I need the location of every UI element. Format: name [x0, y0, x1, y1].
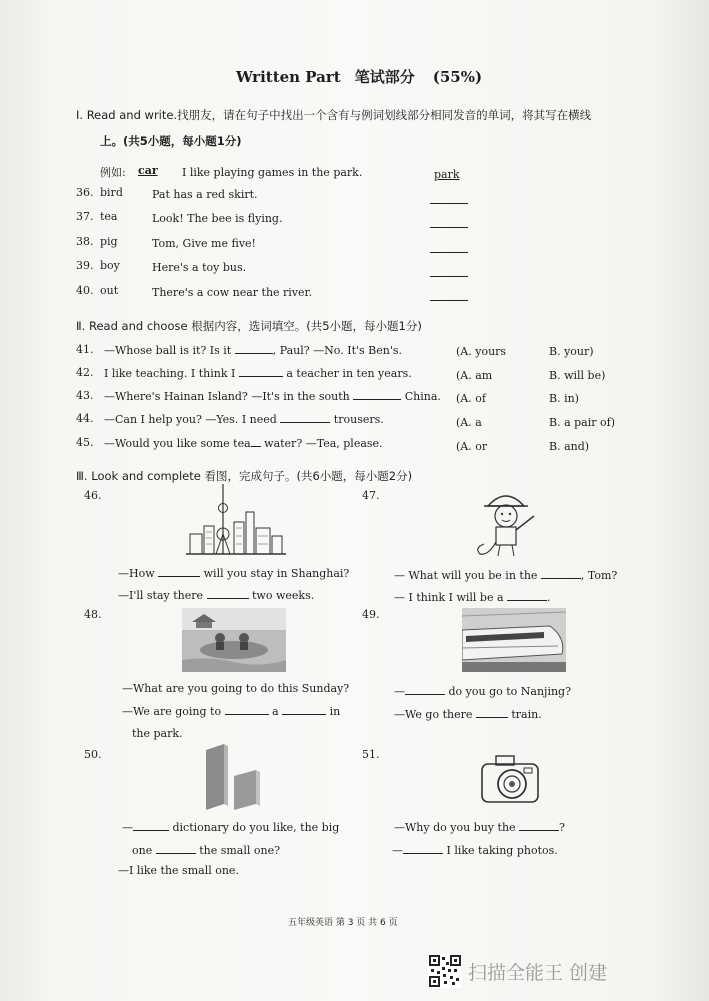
q40-answer-blank[interactable] [430, 300, 468, 301]
camera-picture [478, 750, 542, 806]
q47-line2: — I think I will be a . [394, 591, 551, 604]
q44-text: —Can I help you? —Yes. I need trousers. [104, 413, 384, 426]
example-sentence: I like playing games in the park. [182, 166, 363, 179]
qr-code-icon [428, 954, 462, 988]
q36-sentence: Pat has a red skirt. [152, 188, 258, 201]
q40-number: 40. [76, 284, 94, 297]
q41-option-b: B. your) [549, 345, 594, 358]
section-1-heading: Ⅰ. Read and write.找朋友，请在句子中找出一个含有与例词划线部分相同发音的单词，将其写在横线 [76, 108, 592, 122]
q40-sentence: There's a cow near the river. [152, 286, 313, 299]
q44-option-a: (A. a [456, 416, 482, 429]
scanner-watermark: 扫描全能王 创建 [468, 962, 608, 984]
q48-line3: the park. [132, 727, 183, 740]
q36-word: bird [100, 186, 123, 199]
q44-option-b: B. a pair of) [549, 416, 615, 429]
page-title: Written Part 笔试部分 (55%) [236, 68, 483, 86]
q42-option-a: (A. am [456, 369, 493, 382]
firefighter-cartoon-picture [470, 486, 542, 558]
q51-line2: — I like taking photos. [392, 844, 558, 857]
q37-number: 37. [76, 210, 94, 223]
q38-number: 38. [76, 235, 94, 248]
section-3-heading: Ⅲ. Look and complete 看图，完成句子。(共6小题，每小题2分) [76, 469, 413, 483]
boating-in-park-picture [182, 608, 286, 672]
q38-answer-blank[interactable] [430, 252, 468, 253]
q39-number: 39. [76, 259, 94, 272]
q40-word: out [100, 284, 119, 297]
q41-number: 41. [76, 343, 94, 356]
q48-number: 48. [84, 608, 102, 621]
q41-option-a: (A. yours [456, 345, 507, 358]
q46-line2: —I'll stay there two weeks. [118, 589, 315, 602]
q42-number: 42. [76, 366, 94, 379]
q49-line1: — do you go to Nanjing? [394, 685, 571, 698]
q51-number: 51. [362, 748, 380, 761]
q44-number: 44. [76, 412, 94, 425]
q39-sentence: Here's a toy bus. [152, 261, 247, 274]
q51-line1: —Why do you buy the ? [394, 821, 565, 834]
q43-text: —Where's Hainan Island? —It's in the south China. [104, 390, 441, 403]
q46-number: 46. [84, 489, 102, 502]
section-2-heading: Ⅱ. Read and choose 根据内容，选词填空。(共5小题，每小题1分) [76, 319, 422, 333]
q41-text: —Whose ball is it? Is it , Paul? —No. It's Ben's. [104, 344, 402, 357]
q37-sentence: Look! The bee is flying. [152, 212, 283, 225]
q39-answer-blank[interactable] [430, 276, 468, 277]
q45-option-b: B. and) [549, 440, 590, 453]
q47-line1: — What will you be in the , Tom? [394, 569, 618, 582]
shanghai-skyline-picture [186, 482, 286, 560]
q39-word: boy [100, 259, 120, 272]
q45-text: —Would you like some tea water? —Tea, please. [104, 437, 383, 450]
q46-line1: —How will you stay in Shanghai? [118, 567, 350, 580]
example-label: 例如: [100, 166, 126, 179]
q42-text: I like teaching. I think I a teacher in ten years. [104, 367, 412, 380]
dictionary-books-picture [198, 742, 268, 814]
q50-line2: one the small one? [132, 844, 281, 857]
q50-line3: —I like the small one. [118, 864, 239, 877]
q43-number: 43. [76, 389, 94, 402]
q43-option-b: B. in) [549, 392, 579, 405]
section-1-heading-cont: 上。(共5小题，每小题1分) [100, 134, 242, 148]
q48-line2: —We are going to a in [122, 705, 341, 718]
q49-number: 49. [362, 608, 380, 621]
q38-sentence: Tom, Give me five! [152, 237, 256, 250]
q48-line1: —What are you going to do this Sunday? [122, 682, 350, 695]
q42-option-b: B. will be) [549, 369, 606, 382]
q36-number: 36. [76, 186, 94, 199]
q49-line2: —We go there train. [394, 708, 542, 721]
page-footer: 五年级英语 第 3 页 共 6 页 [288, 918, 398, 928]
q50-line1: — dictionary do you like, the big [122, 821, 340, 834]
q37-word: tea [100, 210, 118, 223]
q36-answer-blank[interactable] [430, 203, 468, 204]
example-word: car [138, 164, 158, 177]
q38-word: pig [100, 235, 118, 248]
q47-number: 47. [362, 489, 380, 502]
q45-option-a: (A. or [456, 440, 488, 453]
q45-number: 45. [76, 436, 94, 449]
q50-number: 50. [84, 748, 102, 761]
example-answer: park [434, 168, 460, 181]
q43-option-a: (A. of [456, 392, 486, 405]
q37-answer-blank[interactable] [430, 227, 468, 228]
high-speed-train-picture [462, 608, 566, 672]
